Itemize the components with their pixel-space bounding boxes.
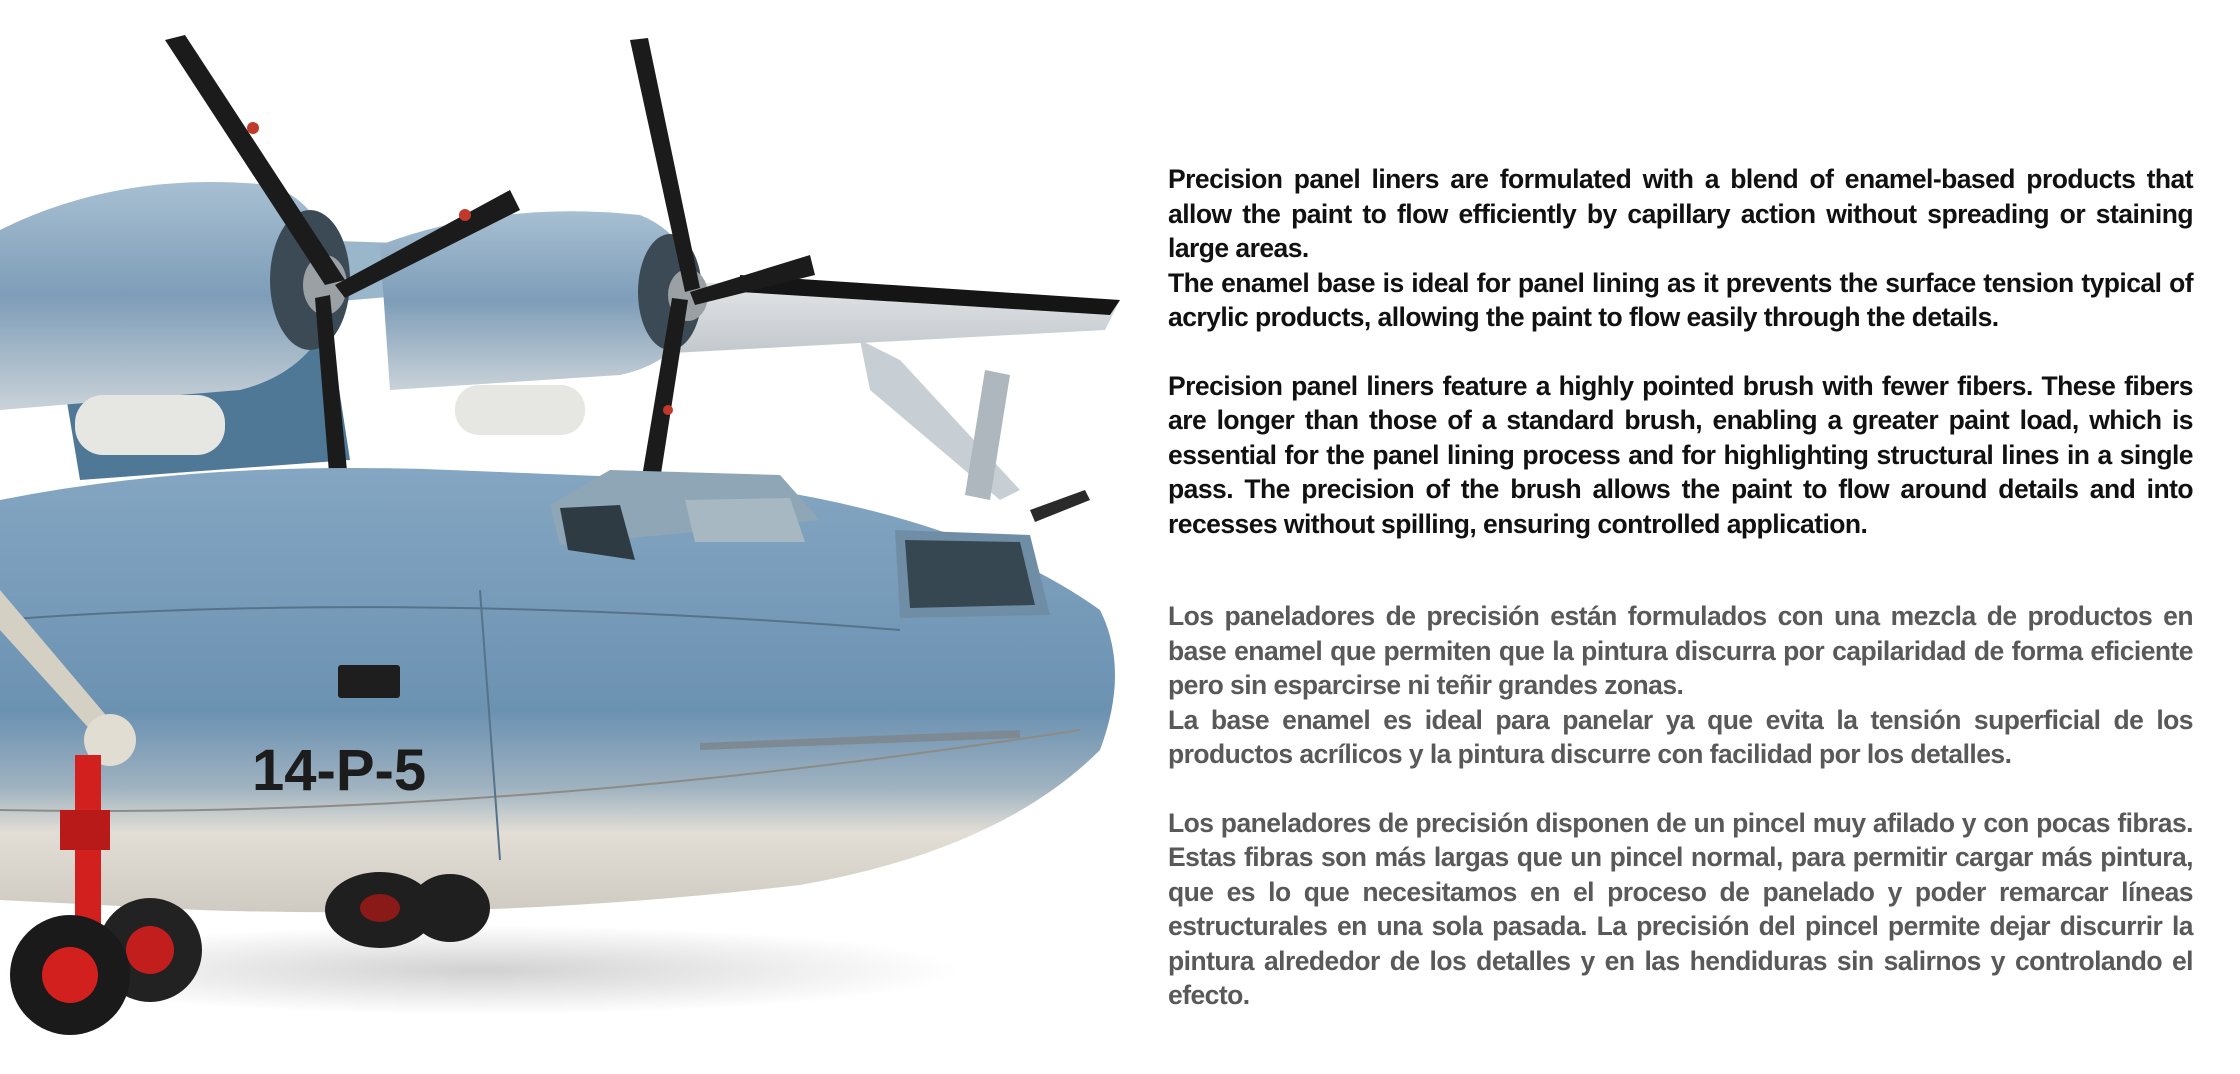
spanish-paragraph-2: La base enamel es ideal para panelar ya que evita la tensión superficial de los productos acrílicos y la pintura discurre con facilidad por los detalles. — [1168, 704, 2193, 769]
model-airplane-photo — [0, 30, 1130, 1050]
hull-marking: 14-P-5 — [252, 738, 427, 803]
spanish-paragraph-3: Los paneladores de precisión disponen de un pincel muy afilado y con pocas fibras. Estas fibras son más largas que un pincel normal, para permitir cargar más pintura, que es lo que necesitamos en el proceso de panelado y poder remarcar líneas estructurales en una sola pasada. La precisión del pincel permite dejar discurrir la pintura alrededor de los detalles y en las hendiduras sin salirnos y controlando el efecto. — [1168, 807, 2193, 1010]
english-paragraph-3: Precision panel liners feature a highly pointed brush with fewer fibers. These fibers are longer than those of a standard brush, enabling a greater paint load, which is essential for the panel lining process and for highlighting structural lines in a single pass. The precision of the brush allows the paint to flow around details and into recesses without spilling, ensuring controlled application. — [1168, 370, 2193, 539]
description-text — [1168, 162, 2193, 1013]
spanish-paragraph-1: Los paneladores de precisión están formulados con una mezcla de productos en base enamel que permiten que la pintura discurra por capilaridad de forma eficiente pero sin esparcirse ni teñir grandes zonas. — [1168, 601, 2193, 700]
english-paragraph-1: Precision panel liners are formulated with a blend of enamel-based products that allow the paint to flow efficiently by capillary action without spreading or staining large areas. — [1168, 164, 2193, 263]
english-paragraph-2: The enamel base is ideal for panel lining as it prevents the surface tension typical of acrylic products, allowing the paint to flow easily through the details. — [1168, 267, 2193, 332]
